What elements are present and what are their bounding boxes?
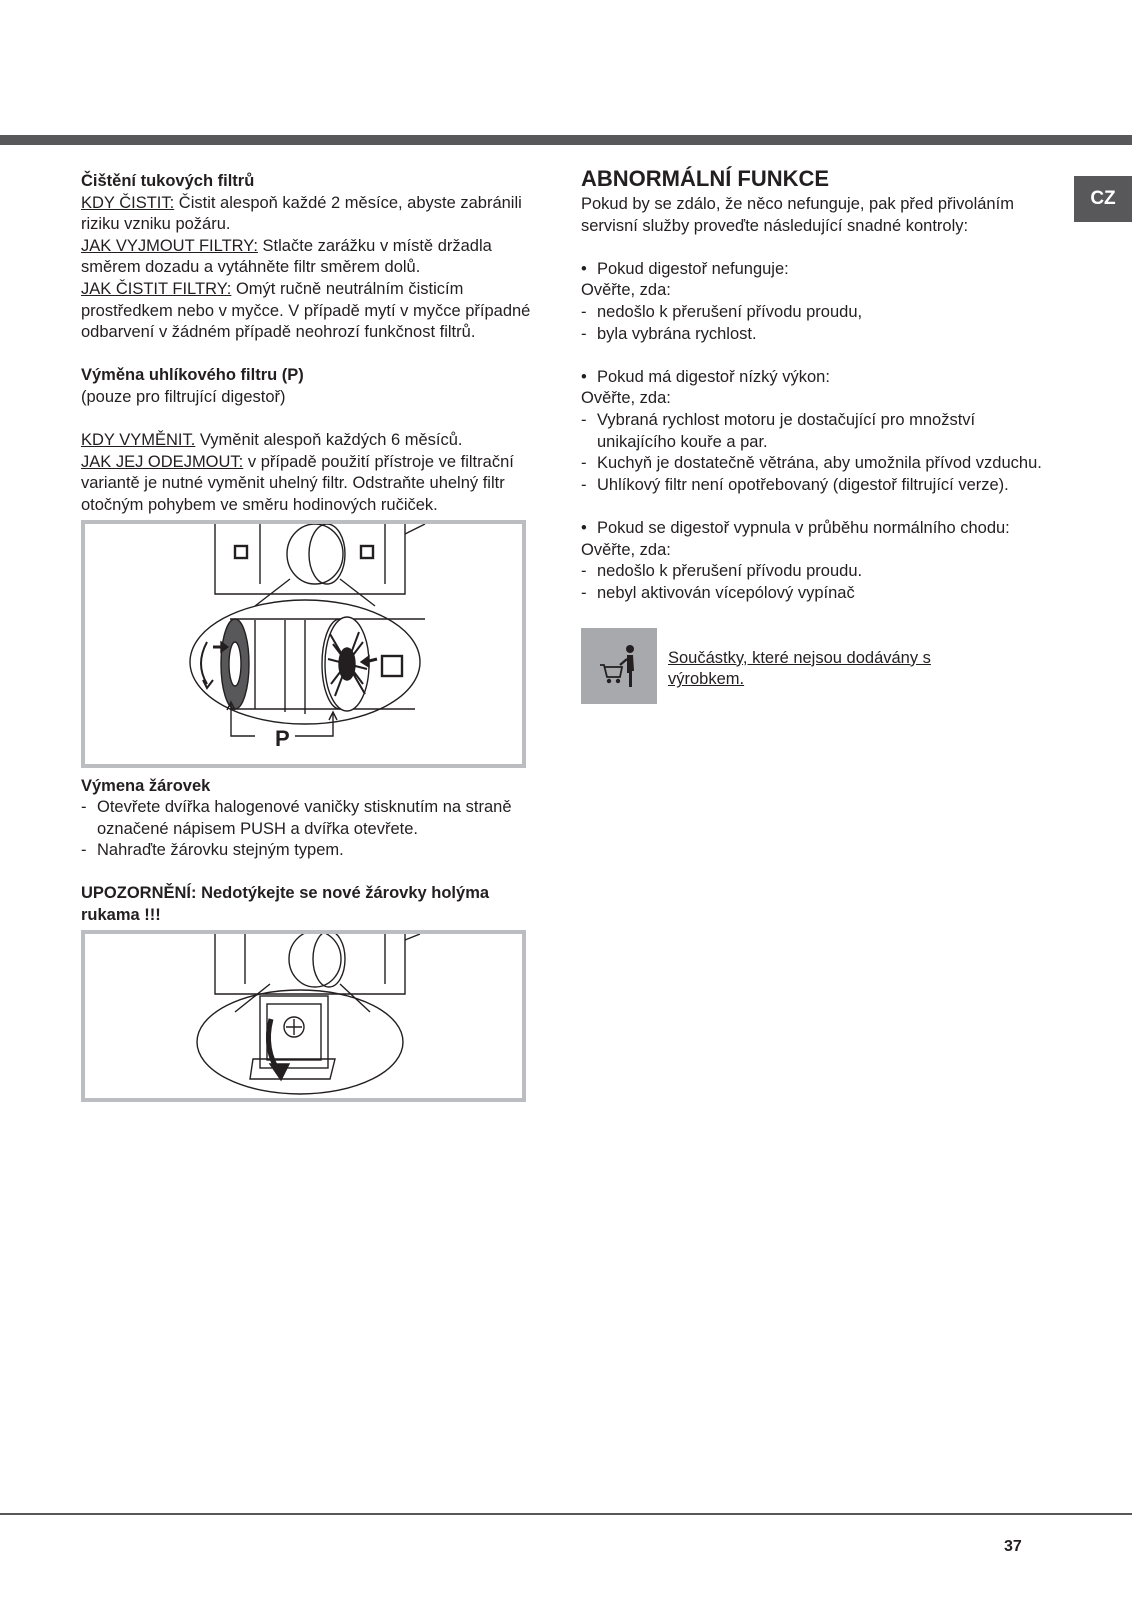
carbon-filter-illustration <box>81 520 526 768</box>
grease-clean-text: Omýt ručně neutrálním čisticím prostředkem nebo v myčce. V případě mytí v myčce případné odbarvení v žádném případě neohrozí funkčnost filtrů. <box>81 279 531 342</box>
list-item: - nedošlo k přerušení přívodu proudu. <box>581 562 863 581</box>
carbon-remove-paragraph <box>81 452 531 517</box>
list-item: - byla vybrána rychlost. <box>581 324 757 343</box>
list-item: - Uhlíkový filtr není opotřebovaný (digestoř filtrující verze). <box>581 475 1009 494</box>
right-column <box>581 166 1051 704</box>
bulb-replacement-title: Výmena žárovek <box>81 776 211 795</box>
list-item: - Kuchyň je dostatečně větrána, aby umožnila přívod vzduchu. <box>581 454 1042 473</box>
carbon-remove-text: v případě použití přístroje ve filtrační variantě je nutné vyměnit uhelný filtr. Odstraňte uhelný filtr otočným pohybem ve směru hodinových ručiček. <box>81 452 514 514</box>
grease-remove-label: JAK VYJMOUT FILTRY: <box>81 236 258 255</box>
verify-label: Ověřte, zda: <box>581 281 671 300</box>
parts-note-text: Součástky, které nejsou dodávány s výrobkem. <box>668 648 931 689</box>
grease-when-text: Čistit alespoň každé 2 měsíce, abyste zabránili riziku vzniku požáru. <box>81 193 522 234</box>
language-tab: CZ <box>1074 176 1132 222</box>
check-heading: • Pokud digestoř nefunguje: <box>581 259 789 278</box>
bulb-replacement-drawing <box>85 934 522 1098</box>
grease-clean-label: JAK ČISTIT FILTRY: <box>81 279 232 298</box>
verify-label: Ověřte, zda: <box>581 540 671 559</box>
check-heading: • Pokud má digestoř nízký výkon: <box>581 367 830 386</box>
grease-filter-title: Čištění tukových filtrů <box>81 172 255 190</box>
header-rule <box>0 135 1132 145</box>
verify-label: Ověřte, zda: <box>581 389 671 408</box>
check-heading: • Pokud se digestoř vypnula v průběhu normálního chodu: <box>581 518 1010 537</box>
left-column <box>81 171 531 1102</box>
grease-when-paragraph <box>81 193 531 236</box>
carbon-when-paragraph <box>81 430 531 452</box>
warning-text: UPOZORNĚNÍ: Nedotýkejte se nové žárovky holýma rukama !!! <box>81 884 490 925</box>
bulb-replacement-illustration <box>81 930 526 1102</box>
list-item: - Nahraďte žárovku stejným typem. <box>81 841 344 860</box>
carbon-filter-label-p: P <box>275 725 290 751</box>
grease-when-label: KDY ČISTIT: <box>81 193 175 212</box>
grease-remove-paragraph <box>81 236 531 279</box>
grease-remove-text: Stlačte zarážku v místě držadla směrem dozadu a vytáhněte filtr směrem dolů. <box>81 236 492 277</box>
list-item: - Otevřete dvířka halogenové vaničky stisknutím na straně označené nápisem PUSH a dvířka otevřete. <box>81 798 512 838</box>
intro-paragraph: Pokud by se zdálo, že něco nefunguje, pak před přivoláním servisní služby proveďte následující snadné kontroly: <box>581 195 1014 235</box>
list-item: - nebyl aktivován vícepólový vypínač <box>581 583 855 602</box>
carbon-when-label: KDY VYMĚNIT. <box>81 431 196 450</box>
carbon-filter-title: Výměna uhlíkového filtru (P) <box>81 366 304 385</box>
shopping-cart-person-icon <box>581 628 657 704</box>
carbon-filter-drawing <box>85 524 522 764</box>
parts-note <box>581 628 1051 704</box>
page-title: ABNORMÁLNÍ FUNKCE <box>581 166 830 191</box>
footer-rule <box>0 1513 1132 1515</box>
list-item: - Vybraná rychlost motoru je dostačující pro množství unikajícího kouře a par. <box>581 410 976 451</box>
carbon-filter-subtitle: (pouze pro filtrující digestoř) <box>81 387 286 406</box>
list-item: - nedošlo k přerušení přívodu proudu, <box>581 302 863 321</box>
carbon-when-text: Vyměnit alespoň každých 6 měsíců. <box>195 431 463 450</box>
page-number: 37 <box>1004 1538 1022 1555</box>
carbon-remove-label: JAK JEJ ODEJMOUT: <box>81 452 244 471</box>
grease-clean-paragraph <box>81 279 531 344</box>
